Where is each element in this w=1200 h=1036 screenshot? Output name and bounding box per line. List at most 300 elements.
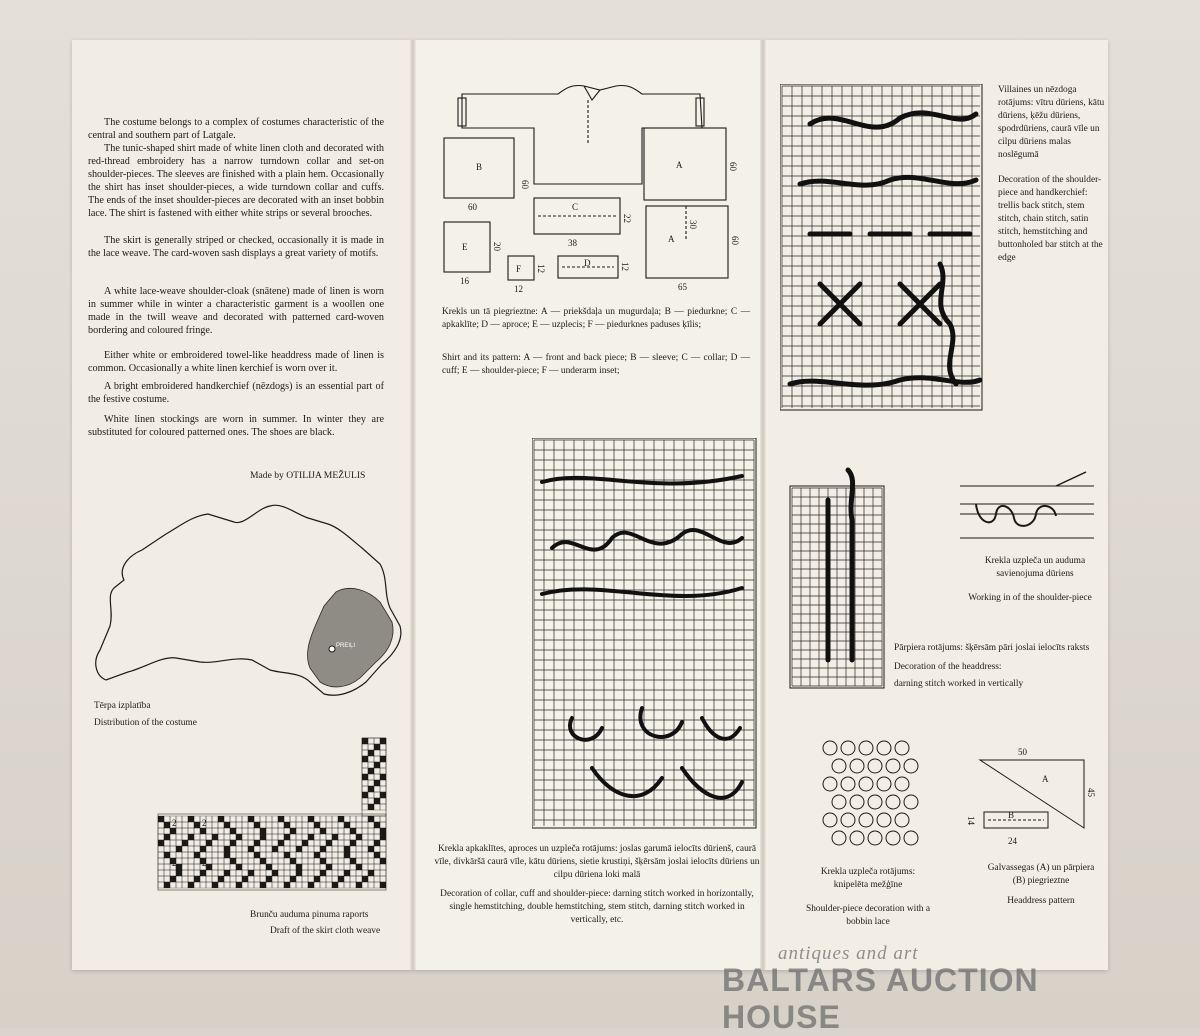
weave-cell (278, 816, 284, 822)
weave-cell (362, 804, 368, 810)
weave-cell (374, 774, 380, 780)
costume-description-paragraph: A bright embroidered handkerchief (nēzdogs) is an essential part of the festive costume. (88, 381, 384, 406)
weave-cell (236, 834, 242, 840)
weave-cell (248, 828, 254, 834)
weave-cell (380, 834, 386, 840)
weave-cell (320, 834, 326, 840)
weave-cell (272, 882, 278, 888)
lace-loop (877, 777, 891, 791)
weave-cell (320, 864, 326, 870)
weave-cell (224, 882, 230, 888)
weave-cell (212, 870, 218, 876)
lace-loop (904, 795, 918, 809)
weave-cell (266, 840, 272, 846)
headdress-pattern-caption-lv: Galvassegas (A) un pārpiera (B) piegrieztne (987, 863, 1095, 886)
weave-cell (260, 834, 266, 840)
pattern-dimension: 60 (730, 236, 740, 245)
weave-cell (206, 852, 212, 858)
weave-cell (380, 840, 386, 846)
weave-cell (362, 858, 368, 864)
weave-cell (368, 756, 374, 762)
weave-cell (368, 816, 374, 822)
weave-cell (374, 786, 380, 792)
weave-cell (338, 834, 344, 840)
weave-cell (338, 816, 344, 822)
weave-cell (308, 864, 314, 870)
weave-cell (176, 852, 182, 858)
weave-cell (290, 834, 296, 840)
weave-cell (350, 852, 356, 858)
weave-cell (326, 840, 332, 846)
weave-cell (362, 798, 368, 804)
weave-cell (182, 840, 188, 846)
lace-loop (904, 759, 918, 773)
weave-cell (278, 822, 284, 828)
weave-cell (194, 828, 200, 834)
fabric-edges (960, 486, 1094, 538)
weave-cell (326, 816, 332, 822)
weave-cell (356, 816, 362, 822)
weave-cell (290, 828, 296, 834)
weave-cell (380, 756, 386, 762)
weave-cell (380, 876, 386, 882)
weave-cell (278, 840, 284, 846)
weave-cell (248, 840, 254, 846)
weave-cell (320, 846, 326, 852)
weave-cell (338, 846, 344, 852)
weave-cell (206, 840, 212, 846)
weave-cell (266, 852, 272, 858)
weave-cell (218, 828, 224, 834)
weave-cell (296, 882, 302, 888)
fold-crease (410, 40, 416, 970)
weave-cell (266, 864, 272, 870)
weave-cell (254, 864, 260, 870)
weave-cell (224, 870, 230, 876)
weave-cell (308, 882, 314, 888)
weave-cell (194, 852, 200, 858)
weave-cell (368, 750, 374, 756)
joining-stitch (976, 504, 1056, 526)
weave-cell (374, 870, 380, 876)
weave-cell (356, 822, 362, 828)
weave-cell (182, 852, 188, 858)
weave-cell (158, 864, 164, 870)
weave-cell (254, 858, 260, 864)
weave-cell (224, 858, 230, 864)
weave-cell (332, 816, 338, 822)
weave-cell (182, 876, 188, 882)
weave-cell (320, 852, 326, 858)
weave-cell (248, 816, 254, 822)
weave-cell (356, 870, 362, 876)
weave-cell (374, 816, 380, 822)
weave-cell (212, 822, 218, 828)
weave-cell (368, 834, 374, 840)
weave-cell (164, 864, 170, 870)
weave-cell (362, 846, 368, 852)
weave-cell (242, 882, 248, 888)
weave-cell (176, 834, 182, 840)
weave-cell (368, 774, 374, 780)
weave-cell (230, 852, 236, 858)
weave-cell (278, 870, 284, 876)
weave-cell (308, 840, 314, 846)
weave-cell (374, 768, 380, 774)
pattern-dimension: 30 (688, 220, 698, 229)
weave-cell (272, 822, 278, 828)
weave-cell (350, 876, 356, 882)
weave-cell (236, 828, 242, 834)
weave-cell (380, 846, 386, 852)
weave-cell (236, 870, 242, 876)
weave-cell (368, 786, 374, 792)
weave-cell (320, 876, 326, 882)
weave-cell (230, 834, 236, 840)
weave-cell (290, 864, 296, 870)
weave-caption-lv: Brunču auduma pinuma raports (250, 910, 369, 920)
pattern-dimension: 65 (678, 282, 687, 292)
weave-cell (254, 822, 260, 828)
weave-cell (230, 822, 236, 828)
pattern-label: B (1008, 810, 1015, 820)
weave-cell (194, 822, 200, 828)
weave-cell (272, 816, 278, 822)
weave-cell (170, 840, 176, 846)
weave-cell (362, 822, 368, 828)
weave-cell (374, 858, 380, 864)
weave-cell (194, 846, 200, 852)
lace-caption-lv: Krekla uzpleča rotājums: knipelēta mežģīne (820, 867, 916, 890)
weave-cell (242, 816, 248, 822)
weave-cell (380, 852, 386, 858)
weave-cell (380, 822, 386, 828)
lace-loop (850, 795, 864, 809)
weave-cell (350, 816, 356, 822)
weave-cell (182, 870, 188, 876)
costume-description-paragraph: The costume belongs to a complex of costumes characteristic of the central and southern part of Latgale. (88, 117, 384, 142)
weave-cell (332, 870, 338, 876)
weave-grid (158, 738, 386, 888)
weave-cell (296, 876, 302, 882)
weave-cell (380, 828, 386, 834)
weave-cell (170, 828, 176, 834)
weave-cell (374, 846, 380, 852)
weave-cell (284, 858, 290, 864)
lace-loop (886, 831, 900, 845)
weave-cell (230, 828, 236, 834)
weave-cell (236, 876, 242, 882)
weave-cell (326, 882, 332, 888)
weave-cell (266, 822, 272, 828)
weave-cell (158, 846, 164, 852)
weave-cell (362, 876, 368, 882)
weave-cell (242, 822, 248, 828)
weave-cell (314, 870, 320, 876)
weave-cell (254, 870, 260, 876)
weave-cell (212, 834, 218, 840)
costume-description-paragraph: A white lace-weave shoulder-cloak (snātene) made of linen is worn in summer while in winter a characteristic garment is a woollen one made in the twill weave and decorated with patterned card-woven bordering and coloured fringe. (88, 286, 384, 337)
weave-cell (326, 852, 332, 858)
pattern-letter: B (476, 162, 483, 172)
weave-cell (218, 816, 224, 822)
weave-cell (266, 876, 272, 882)
weave-cell (362, 882, 368, 888)
weave-cell (314, 858, 320, 864)
weave-cell (218, 882, 224, 888)
weave-cell (164, 858, 170, 864)
weave-cell (368, 852, 374, 858)
weave-cell (290, 852, 296, 858)
weave-cell (170, 876, 176, 882)
weave-cell (374, 750, 380, 756)
weave-cell (230, 864, 236, 870)
weave-cell (176, 816, 182, 822)
weave-cell (326, 822, 332, 828)
shirt-pattern-caption-lv: Krekls un tā piegrieztne: A — priekšdaļa un mugurdaļa; B — piedurkne; C — apkaklīte; D — aproce; E — uzplecis; F — piedurknes paduses ķīlis; (442, 307, 750, 330)
weave-cell (242, 834, 248, 840)
weave-cell (188, 876, 194, 882)
weave-cell (380, 816, 386, 822)
lace-loop (841, 777, 855, 791)
weave-cell (224, 840, 230, 846)
lace-loop (850, 831, 864, 845)
weave-cell (362, 738, 368, 744)
weave-cell (170, 870, 176, 876)
weave-cell (158, 822, 164, 828)
weave-cell (266, 870, 272, 876)
weave-cell (224, 876, 230, 882)
weave-cell (164, 852, 170, 858)
weave-cell (176, 822, 182, 828)
weave-cell (356, 846, 362, 852)
costume-description-paragraph: The skirt is generally striped or checked, occasionally it is made in the lace weave. The card-woven sash displays a great variety of motifs. (88, 235, 384, 260)
collar-caption-lv: Krekla apkaklītes, aproces un uzpleča rotājums: joslas garumā ielocīts dūrienš, caurā vīle, divkāršā caurā vīle, kātu dūriens, sietie krustiņi, šķērsām joslai ielocīts dūriens un cilpu dūriena loki malā (434, 844, 760, 880)
weave-cell (272, 846, 278, 852)
weave-cell (302, 876, 308, 882)
weave-cell (308, 822, 314, 828)
kerchief-embroidery-illustration (780, 84, 984, 412)
weave-cell (374, 876, 380, 882)
weave-cell (356, 840, 362, 846)
weave-cell (380, 738, 386, 744)
shirt-pattern-diagram (438, 80, 754, 292)
weave-cell (314, 846, 320, 852)
costume-description-paragraph: White linen stockings are worn in summer. In winter they are substituted for coloured patterned ones. The shoes are black. (88, 414, 384, 439)
weave-cell (182, 882, 188, 888)
weave-cell (218, 834, 224, 840)
weave-cell (344, 876, 350, 882)
weave-cell (248, 834, 254, 840)
weave-cell (368, 858, 374, 864)
weave-cell (182, 828, 188, 834)
pattern-dimension: 60 (520, 180, 530, 189)
weave-cell (290, 822, 296, 828)
weave-cell (278, 828, 284, 834)
weave-cell (296, 834, 302, 840)
weave-cell (344, 834, 350, 840)
shirt-silhouette (462, 85, 702, 184)
weave-cell (248, 870, 254, 876)
weave-cell (332, 882, 338, 888)
lace-loop (859, 741, 873, 755)
weave-cell (224, 852, 230, 858)
pattern-dimension: 12 (514, 284, 523, 292)
weave-cell (380, 786, 386, 792)
weave-cell (236, 840, 242, 846)
weave-cell (350, 840, 356, 846)
weave-cell (200, 846, 206, 852)
weave-cell (326, 834, 332, 840)
weave-cell (242, 828, 248, 834)
lace-loop (895, 741, 909, 755)
weave-cell (206, 882, 212, 888)
weave-cell (314, 816, 320, 822)
weave-cell (302, 846, 308, 852)
weave-cell (344, 858, 350, 864)
weave-cell (254, 828, 260, 834)
weave-cell (332, 876, 338, 882)
weave-cell (236, 816, 242, 822)
weave-cell (254, 882, 260, 888)
weave-cell (308, 870, 314, 876)
weave-cell (356, 834, 362, 840)
weave-cell (194, 834, 200, 840)
weave-cell (278, 846, 284, 852)
headdress-pattern-caption-en: Headdress pattern (1007, 896, 1075, 906)
weave-cell (242, 852, 248, 858)
weave-cell (368, 876, 374, 882)
weave-cell (200, 840, 206, 846)
weave-cell (278, 882, 284, 888)
weave-cell (218, 840, 224, 846)
weave-cell (302, 828, 308, 834)
weave-cell (242, 870, 248, 876)
lace-loop (904, 831, 918, 845)
weave-cell (278, 876, 284, 882)
weave-cell (236, 858, 242, 864)
weave-cell (374, 804, 380, 810)
pattern-dimension: 60 (728, 162, 738, 171)
weave-cell (302, 882, 308, 888)
weave-cell (380, 792, 386, 798)
lace-loop (823, 741, 837, 755)
weave-cell (326, 876, 332, 882)
weave-cell (218, 858, 224, 864)
weave-cell (188, 828, 194, 834)
lace-loop (832, 759, 846, 773)
pattern-dimension: 60 (468, 202, 477, 212)
weave-cell (368, 846, 374, 852)
weave-cell (242, 840, 248, 846)
weave-cell (248, 876, 254, 882)
maker-credit: Made by OTILIJA MEŽULIS (250, 470, 366, 481)
lace-loop (859, 777, 873, 791)
weave-cell (338, 852, 344, 858)
weave-cell (188, 834, 194, 840)
weave-cell (374, 780, 380, 786)
headdress-caption-en-2: darning stitch worked in vertically (894, 679, 1024, 689)
costume-description-paragraph: Either white or embroidered towel-like headdress made of linen is common. Occasionally a white linen kerchief is worn over it. (88, 350, 384, 375)
weave-cell (362, 870, 368, 876)
weave-cell (374, 852, 380, 858)
lace-caption-en: Shoulder-piece decoration with a bobbin lace (806, 904, 930, 927)
weave-cell (212, 876, 218, 882)
weave-cell (368, 840, 374, 846)
weave-cell (296, 840, 302, 846)
weave-cell (224, 822, 230, 828)
weave-cell (284, 852, 290, 858)
weave-cell (224, 834, 230, 840)
weave-cell (260, 816, 266, 822)
weave-cell (380, 870, 386, 876)
weave-cell (380, 780, 386, 786)
weave-cell (260, 864, 266, 870)
headdress-caption-lv: Pārpiera rotājums: šķērsām pāri joslai ielocīts raksts (894, 643, 1090, 653)
weave-cell (158, 870, 164, 876)
costume-distribution-area (308, 588, 394, 687)
weave-cell (236, 882, 242, 888)
weave-cell (194, 816, 200, 822)
weave-cell (296, 828, 302, 834)
weave-cell (188, 858, 194, 864)
pattern-dimension: 22 (622, 214, 632, 223)
weave-cell (314, 882, 320, 888)
weave-cell (362, 750, 368, 756)
weave-cell (284, 846, 290, 852)
weave-cell (362, 762, 368, 768)
weave-cell (374, 792, 380, 798)
weave-cell (344, 846, 350, 852)
lace-loop (868, 831, 882, 845)
weave-cell (356, 852, 362, 858)
weave-cell (188, 822, 194, 828)
weave-cell (158, 876, 164, 882)
weave-cell (368, 870, 374, 876)
weave-cell (230, 846, 236, 852)
weave-cell (338, 870, 344, 876)
weave-cell (320, 870, 326, 876)
weave-cell (302, 822, 308, 828)
weave-cell (236, 864, 242, 870)
weave-number: 2 (172, 818, 177, 828)
weave-cell (212, 840, 218, 846)
weave-cell (350, 846, 356, 852)
weave-cell (194, 870, 200, 876)
lace-mesh (823, 741, 918, 845)
pattern-label: 14 (966, 816, 976, 825)
weave-cell (308, 858, 314, 864)
pattern-letter: D (584, 258, 591, 268)
weave-cell (212, 864, 218, 870)
weave-caption-en: Draft of the skirt cloth weave (270, 926, 381, 936)
weave-cell (308, 828, 314, 834)
lace-loop (841, 813, 855, 827)
weave-cell (356, 864, 362, 870)
weave-cell (284, 834, 290, 840)
weave-cell (368, 762, 374, 768)
weave-cell (206, 834, 212, 840)
weave-cell (320, 828, 326, 834)
weave-cell (290, 870, 296, 876)
weave-cell (158, 816, 164, 822)
weave-cell (338, 882, 344, 888)
weave-cell (188, 846, 194, 852)
weave-cell (212, 816, 218, 822)
weave-cell (350, 882, 356, 888)
weave-cell (308, 852, 314, 858)
weave-cell (176, 840, 182, 846)
